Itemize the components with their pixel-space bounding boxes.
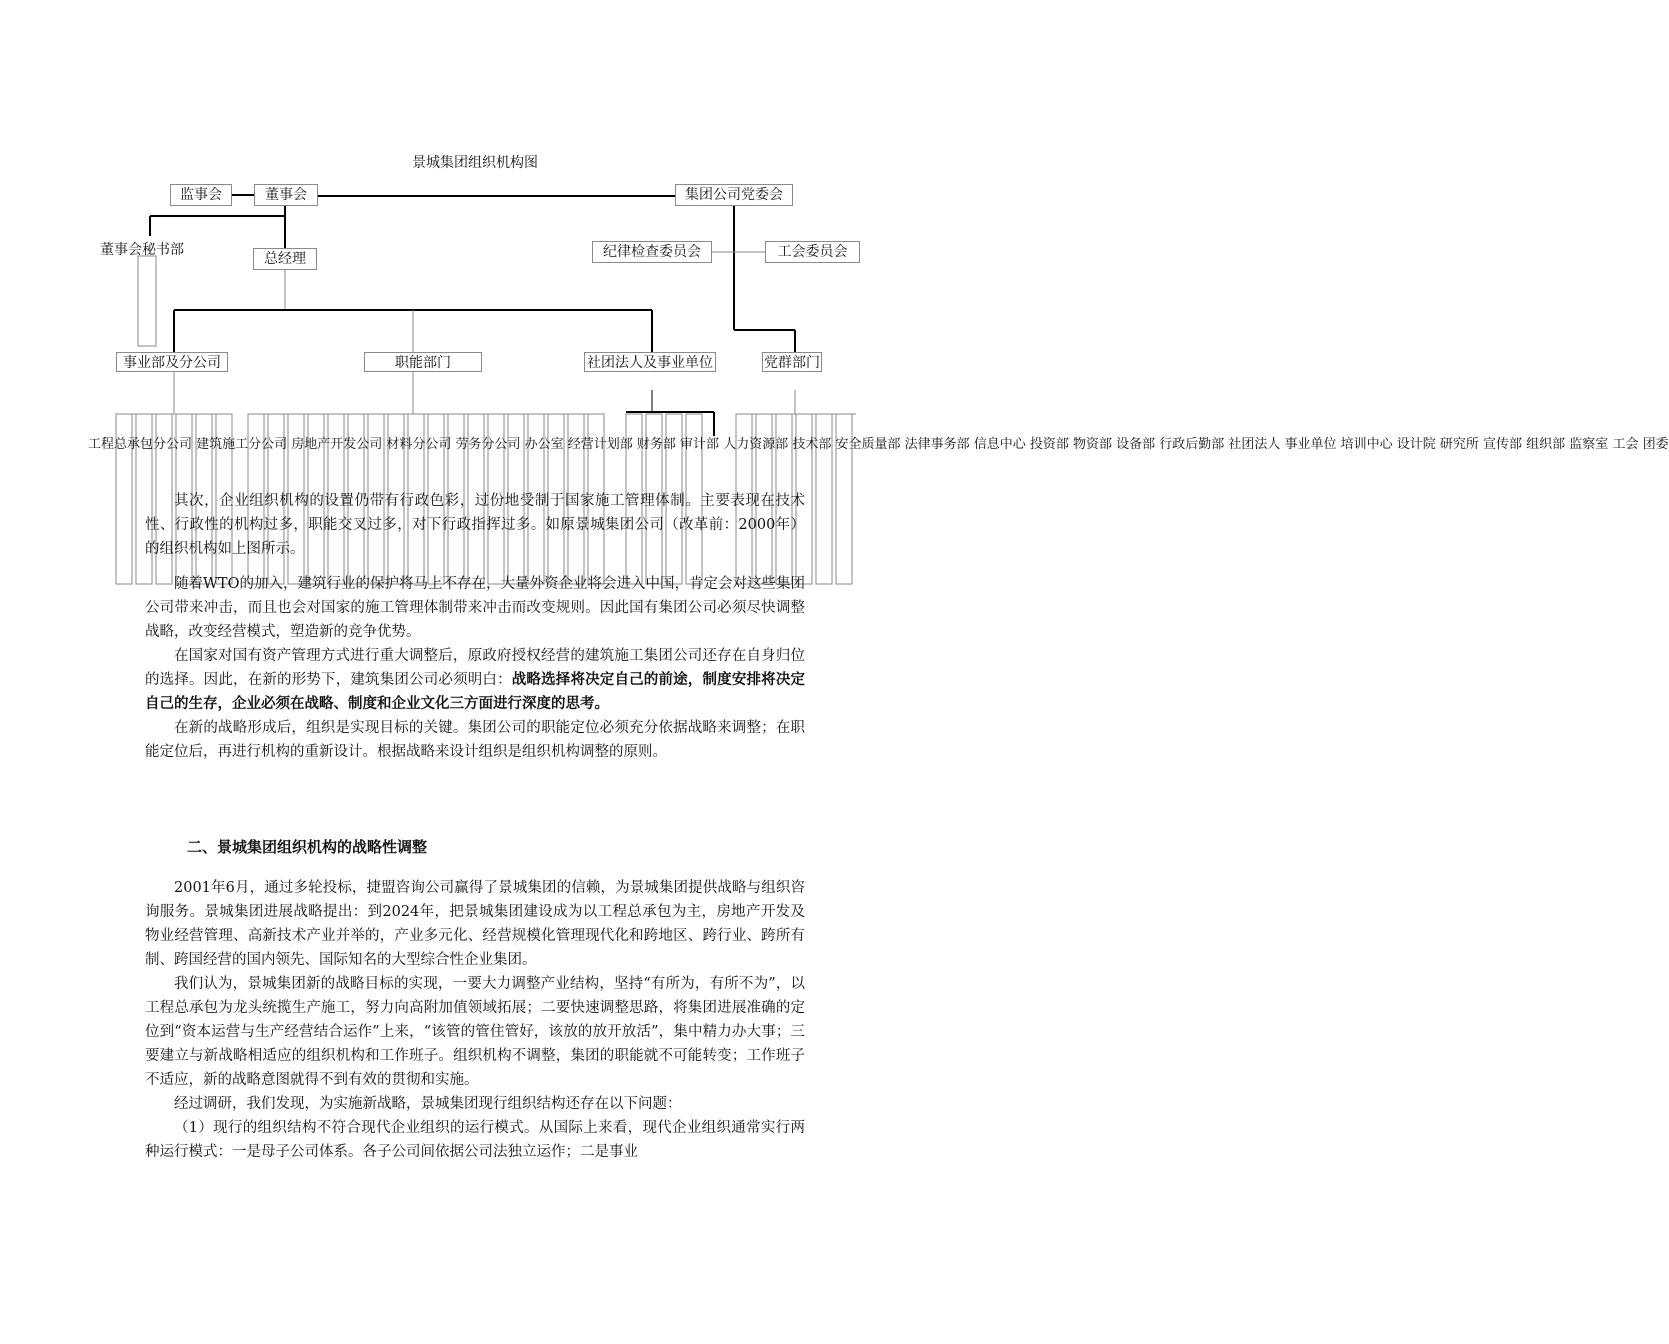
leaf-units-overlapping-labels: 工程总承包分公司 建筑施工分公司 房地产开发公司 材料分公司 劳务分公司 办公室 经营计划部 财务部 审计部 人力资源部 技术部 安全质量部 法律事务部 信息中心 投资部 物资部 设备部 行政后勤部 社团法人 事业单位 培训中心 设计院 研究所 宣传部 组织部 监察室 工会 团委 <box>88 437 1669 452</box>
document-body-top <box>145 489 805 764</box>
associations-node: 社团法人及事业单位 <box>584 352 716 372</box>
paragraph <box>145 644 805 716</box>
party-departments-node: 党群部门 <box>762 352 822 372</box>
board-of-directors-node: 董事会 <box>254 184 318 206</box>
section-heading: 二、景城集团组织机构的战略性调整 <box>187 838 428 856</box>
paragraph: 在新的战略形成后，组织是实现目标的关键。集团公司的职能定位必须充分依据战略来调整；在职能定位后，再进行机构的重新设计。根据战略来设计组织是组织机构调整的原则。 <box>145 720 805 760</box>
business-units-node: 事业部及分公司 <box>116 352 228 372</box>
paragraph-text: 在国家对国有资产管理方式进行重大调整后，原政府授权经营的建筑施工集团公司还存在自身归位的选择。因此，在新的形势下，建筑集团公司必须明白： <box>145 648 805 688</box>
paragraph: 我们认为，景城集团新的战略目标的实现，一要大力调整产业结构，坚持“有所为，有所不为”，以工程总承包为龙头统揽生产施工，努力向高附加值领域拓展；二要快速调整思路，将集团进展准确的定位到“资本运营与生产经营结合运作”上来，“该管的管住管好，该放的放开放活”，集中精力办大事；三要建立与新战略相适应的组织机构和工作班子。组织机构不调整，集团的职能就不可能转变；工作班子不适应，新的战略意图就得不到有效的贯彻和实施。 <box>145 976 805 1088</box>
document-body-bottom <box>145 876 805 1164</box>
party-committee-node: 集团公司党委会 <box>675 184 793 206</box>
paragraph: 经过调研，我们发现，为实施新战略，景城集团现行组织结构还存在以下问题： <box>174 1096 682 1112</box>
functional-departments-node: 职能部门 <box>364 352 482 372</box>
paragraph: 2001年6月，通过多轮投标，捷盟咨询公司赢得了景城集团的信赖，为景城集团提供战略与组织咨询服务。景城集团进展战略提出：到2024年，把景城集团建设成为以工程总承包为主，房地产开发及物业经营管理、高新技术产业并举的，产业多元化、经营规模化管理现代化和跨地区、跨行业、跨所有制、跨国经营的国内领先、国际知名的大型综合性企业集团。 <box>145 880 805 968</box>
general-manager-node: 总经理 <box>253 248 317 270</box>
org-chart-title: 景城集团组织机构图 <box>412 155 538 171</box>
paragraph-bold-text: 战略选择将决定自己的前途，制度安排将决定自己的生存，企业必须在战略、制度和企业文化三方面进行深度的思考。 <box>145 672 806 712</box>
supervisory-board-node: 监事会 <box>170 184 232 206</box>
paragraph: （1）现行的组织结构不符合现代企业组织的运行模式。从国际上来看，现代企业组织通常实行两种运行模式：一是母子公司体系。各子公司间依据公司法独立运作；二是事业 <box>145 1120 805 1160</box>
paragraph: 其次，企业组织机构的设置仍带有行政色彩，过份地受制于国家施工管理体制。主要表现在技术性、行政性的机构过多，职能交叉过多，对下行政指挥过多。如原景城集团公司（改革前：2000年）的组织机构如上图所示。 <box>145 493 805 557</box>
union-committee-node: 工会委员会 <box>765 241 860 263</box>
board-secretary-node: 董事会秘书部 <box>100 242 184 258</box>
paragraph: 随着WTO的加入，建筑行业的保护将马上不存在，大量外资企业将会进入中国，肯定会对这些集团公司带来冲击，而且也会对国家的施工管理体制带来冲击而改变规则。因此国有集团公司必须尽快调整战略，改变经营模式，塑造新的竞争优势。 <box>145 576 805 640</box>
discipline-committee-node: 纪律检查委员会 <box>592 241 712 263</box>
